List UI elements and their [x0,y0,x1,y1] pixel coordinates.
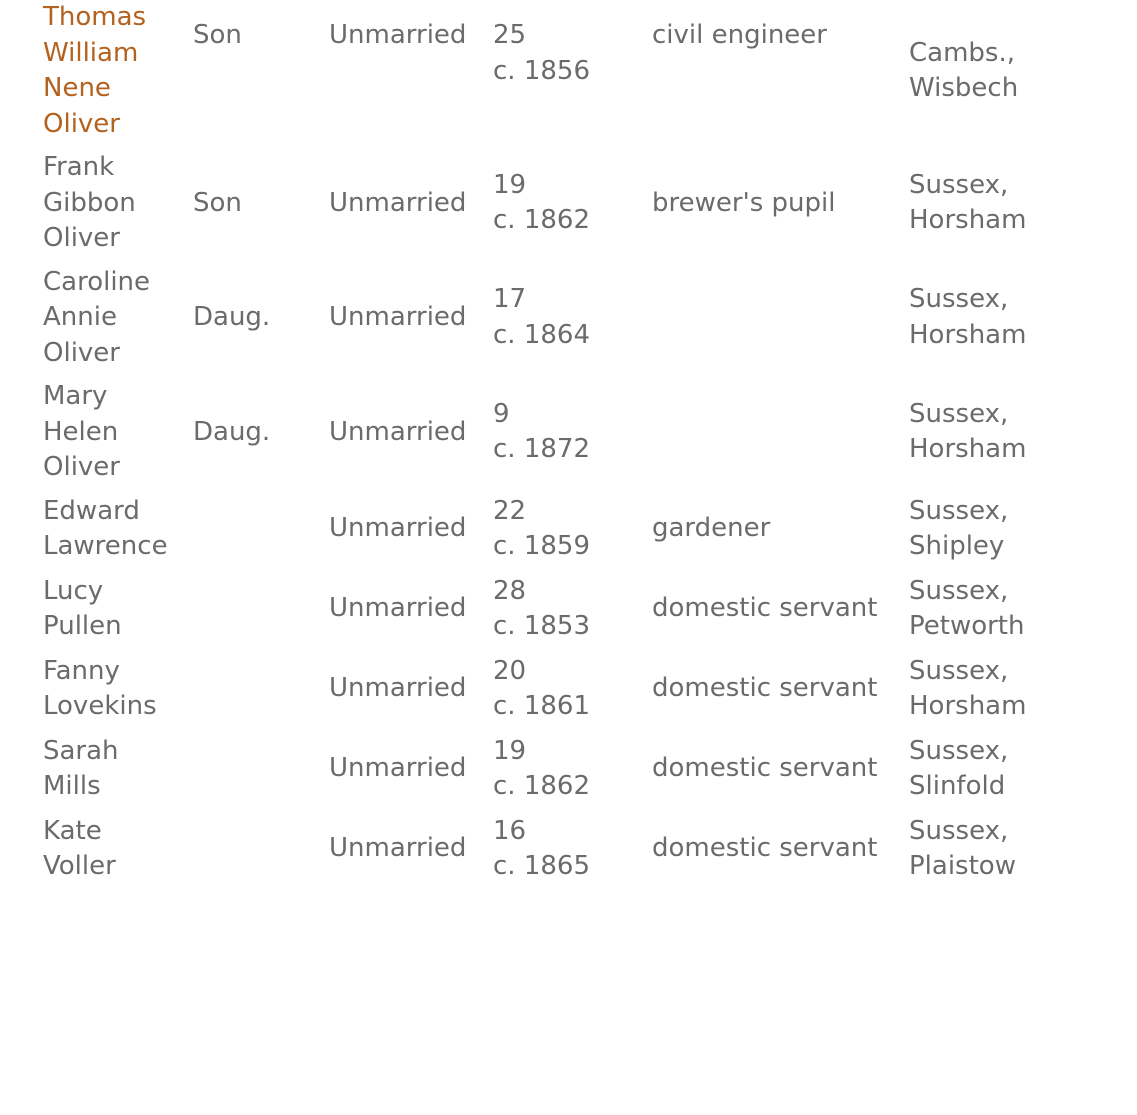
condition-text: Unmarried [329,593,467,624]
age-text: 25 [493,20,527,50]
age-cell [493,494,652,574]
birth-year-text: c. 1859 [493,531,590,561]
name-cell [43,150,193,265]
birthplace-cell [909,734,1129,814]
occupation-text: domestic servant [652,593,878,624]
birth-year-text: c. 1861 [493,691,590,721]
condition-text: Unmarried [329,753,467,784]
name-line: Frank [43,152,115,182]
birthplace-county: Sussex, [909,495,1009,526]
birthplace-cell [909,654,1129,734]
relation-cell [193,494,329,574]
name-cell [43,574,193,654]
age-cell [493,379,652,494]
birthplace-county: Sussex, [909,284,1009,315]
birthplace-county: Sussex, [909,735,1009,766]
birthplace-cell [909,494,1129,574]
birthplace-town: Shipley [909,531,1005,561]
birth-year-text: c. 1856 [493,55,590,86]
name-line: Gibbon [43,187,136,218]
occupation-text: gardener [652,513,771,544]
name-line: Oliver [43,452,120,482]
birthplace-cell [909,814,1129,894]
table-row [43,150,1129,265]
birthplace-town: Wisbech [909,73,1019,103]
birthplace-cell [909,574,1129,654]
name-cell [43,654,193,734]
name-line: Pullen [43,611,122,641]
name-cell [43,265,193,380]
occupation-cell [652,0,909,150]
occupation-text: brewer's pupil [652,187,836,218]
name-line: Mary [43,381,108,411]
relation-cell [193,574,329,654]
occupation-text: domestic servant [652,753,878,784]
condition-cell [329,0,493,150]
condition-text: Unmarried [329,673,467,704]
age-text: 19 [493,169,527,200]
name-line: Helen [43,416,119,447]
relation-text: Son [193,187,242,218]
table-row [43,379,1129,494]
condition-cell [329,265,493,380]
condition-text: Unmarried [329,416,467,447]
age-cell [493,574,652,654]
name-cell [43,379,193,494]
occupation-text: domestic servant [652,673,878,704]
name-line: Voller [43,851,116,881]
name-line: Annie [43,302,117,332]
birthplace-town: Horsham [909,434,1027,465]
condition-text: Unmarried [329,833,467,864]
table-row [43,734,1129,814]
birthplace-county: Cambs., [909,37,1015,68]
name-line: Edward [43,495,140,526]
birthplace-cell [909,379,1129,494]
birthplace-cell [909,0,1129,150]
relation-cell [193,0,329,150]
occupation-text: civil engineer [652,20,827,50]
relation-cell [193,150,329,265]
birth-year-text: c. 1872 [493,434,590,465]
relation-text: Daug. [193,416,271,447]
age-cell [493,734,652,814]
birthplace-county: Sussex, [909,655,1009,686]
name-line: Sarah [43,735,119,766]
relation-cell [193,265,329,380]
condition-cell [329,734,493,814]
name-line: Fanny [43,655,120,686]
age-text: 20 [493,655,527,686]
name-cell [43,0,193,150]
name-cell [43,814,193,894]
condition-text: Unmarried [329,20,467,50]
age-cell [493,0,652,150]
occupation-cell [652,734,909,814]
table-row [43,814,1129,894]
condition-text: Unmarried [329,187,467,218]
occupation-cell [652,574,909,654]
birth-year-text: c. 1862 [493,771,590,801]
condition-cell [329,494,493,574]
person-name-link[interactable] [43,0,193,142]
birthplace-county: Sussex, [909,169,1009,200]
birthplace-town: Petworth [909,611,1025,641]
occupation-cell [652,494,909,574]
condition-cell [329,814,493,894]
age-text: 9 [493,398,510,429]
condition-cell [329,654,493,734]
name-line: Lovekins [43,691,157,721]
relation-cell [193,814,329,894]
age-text: 17 [493,284,527,315]
condition-cell [329,379,493,494]
name-line: Nene [43,73,111,103]
birthplace-town: Horsham [909,691,1027,721]
name-cell [43,494,193,574]
birthplace-town: Slinfold [909,771,1006,801]
relation-cell [193,379,329,494]
relation-text: Daug. [193,302,271,332]
name-line: Lawrence [43,531,168,561]
age-text: 28 [493,575,527,606]
relation-cell [193,654,329,734]
occupation-cell [652,814,909,894]
birth-year-text: c. 1862 [493,205,590,236]
birth-year-text: c. 1864 [493,319,590,350]
age-cell [493,814,652,894]
birth-year-text: c. 1853 [493,611,590,641]
age-cell [493,654,652,734]
name-cell [43,734,193,814]
table-row [43,494,1129,574]
birthplace-town: Plaistow [909,851,1016,881]
occupation-cell [652,265,909,380]
name-line: Thomas [43,2,147,32]
name-line: Mills [43,771,101,801]
condition-text: Unmarried [329,302,467,332]
name-line: William [43,37,139,68]
name-line: Oliver [43,108,120,139]
birth-year-text: c. 1865 [493,851,590,881]
relation-cell [193,734,329,814]
birthplace-town: Horsham [909,319,1027,350]
census-table-body [43,0,1129,894]
occupation-cell [652,654,909,734]
condition-cell [329,150,493,265]
occupation-text: domestic servant [652,833,878,864]
birthplace-cell [909,150,1129,265]
birthplace-county: Sussex, [909,575,1009,606]
name-line: Kate [43,815,102,846]
birthplace-county: Sussex, [909,398,1009,429]
relation-text: Son [193,20,242,50]
birthplace-town: Horsham [909,205,1027,236]
table-row [43,0,1129,150]
table-row [43,654,1129,734]
table-row [43,574,1129,654]
name-line: Oliver [43,223,120,253]
condition-cell [329,574,493,654]
name-line: Lucy [43,575,104,606]
age-cell [493,265,652,380]
age-text: 16 [493,815,527,846]
age-text: 19 [493,735,527,766]
table-row [43,265,1129,380]
age-text: 22 [493,495,527,526]
name-line: Caroline [43,266,151,297]
occupation-cell [652,150,909,265]
condition-text: Unmarried [329,513,467,544]
census-household-table [43,0,1129,894]
birthplace-county: Sussex, [909,815,1009,846]
birthplace-cell [909,265,1129,380]
age-cell [493,150,652,265]
occupation-cell [652,379,909,494]
name-line: Oliver [43,337,120,368]
